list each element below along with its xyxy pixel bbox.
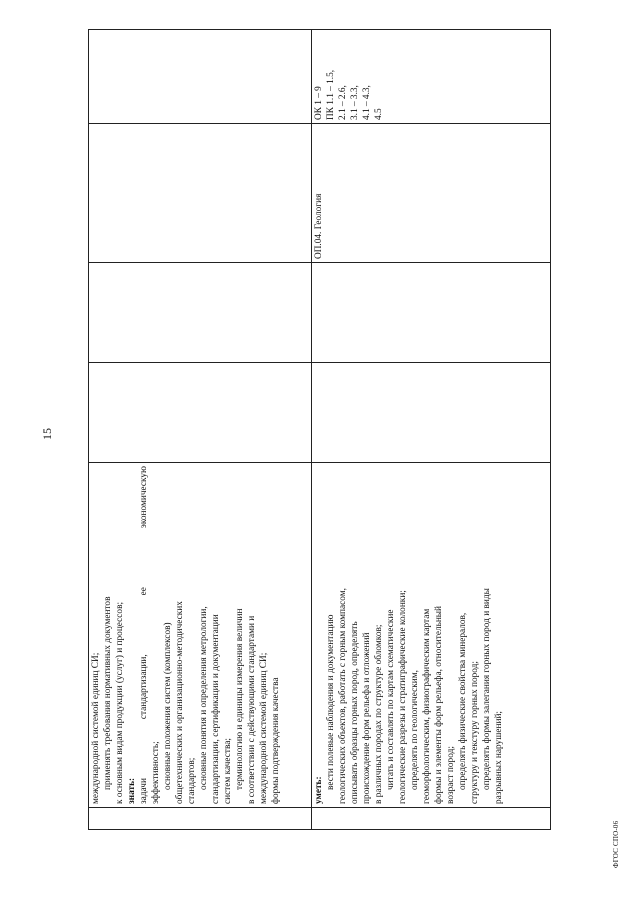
content-line: определять формы залегания горных пород и виды [482, 588, 492, 790]
table-container [88, 30, 566, 830]
content-line: к основным видам продукции (услуг) и процессов; [115, 601, 125, 804]
competencies-cell [89, 30, 312, 124]
empty-cell [89, 363, 312, 463]
content-line: читать и составлять по картам схематические [386, 609, 396, 790]
competency-code: ПК 1.1 – 1.5, [326, 69, 336, 120]
competency-code: 2.1 – 2.6, [338, 85, 348, 120]
footer-code: ФГОС СПО-06 [612, 820, 620, 868]
content-cell [312, 463, 551, 808]
content-lines [313, 466, 505, 804]
content-line: эффективность; [151, 741, 161, 804]
content-line: общетехнических и организационно-методических [175, 601, 185, 804]
index-cell [89, 808, 312, 830]
content-lines [90, 466, 282, 804]
content-line: геологических объектов, работать с горным компасом, [338, 588, 348, 804]
competency-code: 4.1 – 4.3, [362, 85, 372, 120]
content-line: в различных породах по структуре обломков; [374, 624, 384, 804]
competencies-cell [312, 30, 551, 124]
content-line: определять физические свойства минералов, [458, 612, 468, 790]
content-line: знать: [127, 777, 137, 804]
content-line: задачи стандартизации, ее экономическую [139, 466, 149, 804]
discipline-cell: ОП.04. Геология [312, 124, 551, 263]
content-line: вести полевые наблюдения и документацию [326, 614, 336, 790]
content-line: определять по геологическим, [410, 670, 420, 790]
content-line: возраст пород; [446, 746, 456, 804]
competency-code: 4.5 [374, 108, 384, 120]
content-line: формы и элементы форм рельефа, относительный [434, 605, 444, 804]
content-line: описывать образцы горных пород, определять [350, 621, 360, 804]
content-line: разрывных нарушений; [494, 711, 504, 804]
competency-code: ОК 1 – 9 [314, 86, 324, 120]
competency-code: 3.1 – 3.3, [350, 85, 360, 120]
index-cell [312, 808, 551, 830]
page-number: 15 [40, 428, 54, 440]
content-line: происхождение форм рельефа и отложений [362, 632, 372, 804]
empty-cell [312, 363, 551, 463]
content-line: в соответствии с действующими стандартами и [247, 615, 257, 804]
content-line: международной системой единиц СИ; [259, 652, 269, 804]
empty-cell [89, 263, 312, 363]
empty-cell [312, 263, 551, 363]
content-line: основные понятия и определения метрологии, [199, 606, 209, 790]
content-line: уметь: [314, 776, 324, 804]
content-line: формы подтверждения качества [271, 677, 281, 804]
content-line: терминологию и единицы измерения величин [235, 608, 245, 790]
content-line: систем качества; [223, 738, 233, 804]
table-row [89, 30, 312, 830]
content-line: структуру и текстуру горных пород; [470, 661, 480, 804]
table-row [312, 30, 551, 830]
content-line: основные положения систем (комплексов) [163, 622, 173, 790]
content-line: геоморфологическим, физиографическим картам [422, 608, 432, 804]
competencies-list [313, 33, 385, 120]
content-line: стандартов; [187, 757, 197, 804]
content-line: применять требования нормативных документов [103, 596, 113, 790]
content-line: стандартизации, сертификации и документации [211, 614, 221, 804]
content-cell [89, 463, 312, 808]
competency-table [88, 29, 551, 830]
content-line: геологические разрезы и стратиграфические колонки; [398, 590, 408, 804]
discipline-cell [89, 124, 312, 263]
content-line: международной системой единиц СИ; [91, 652, 101, 804]
